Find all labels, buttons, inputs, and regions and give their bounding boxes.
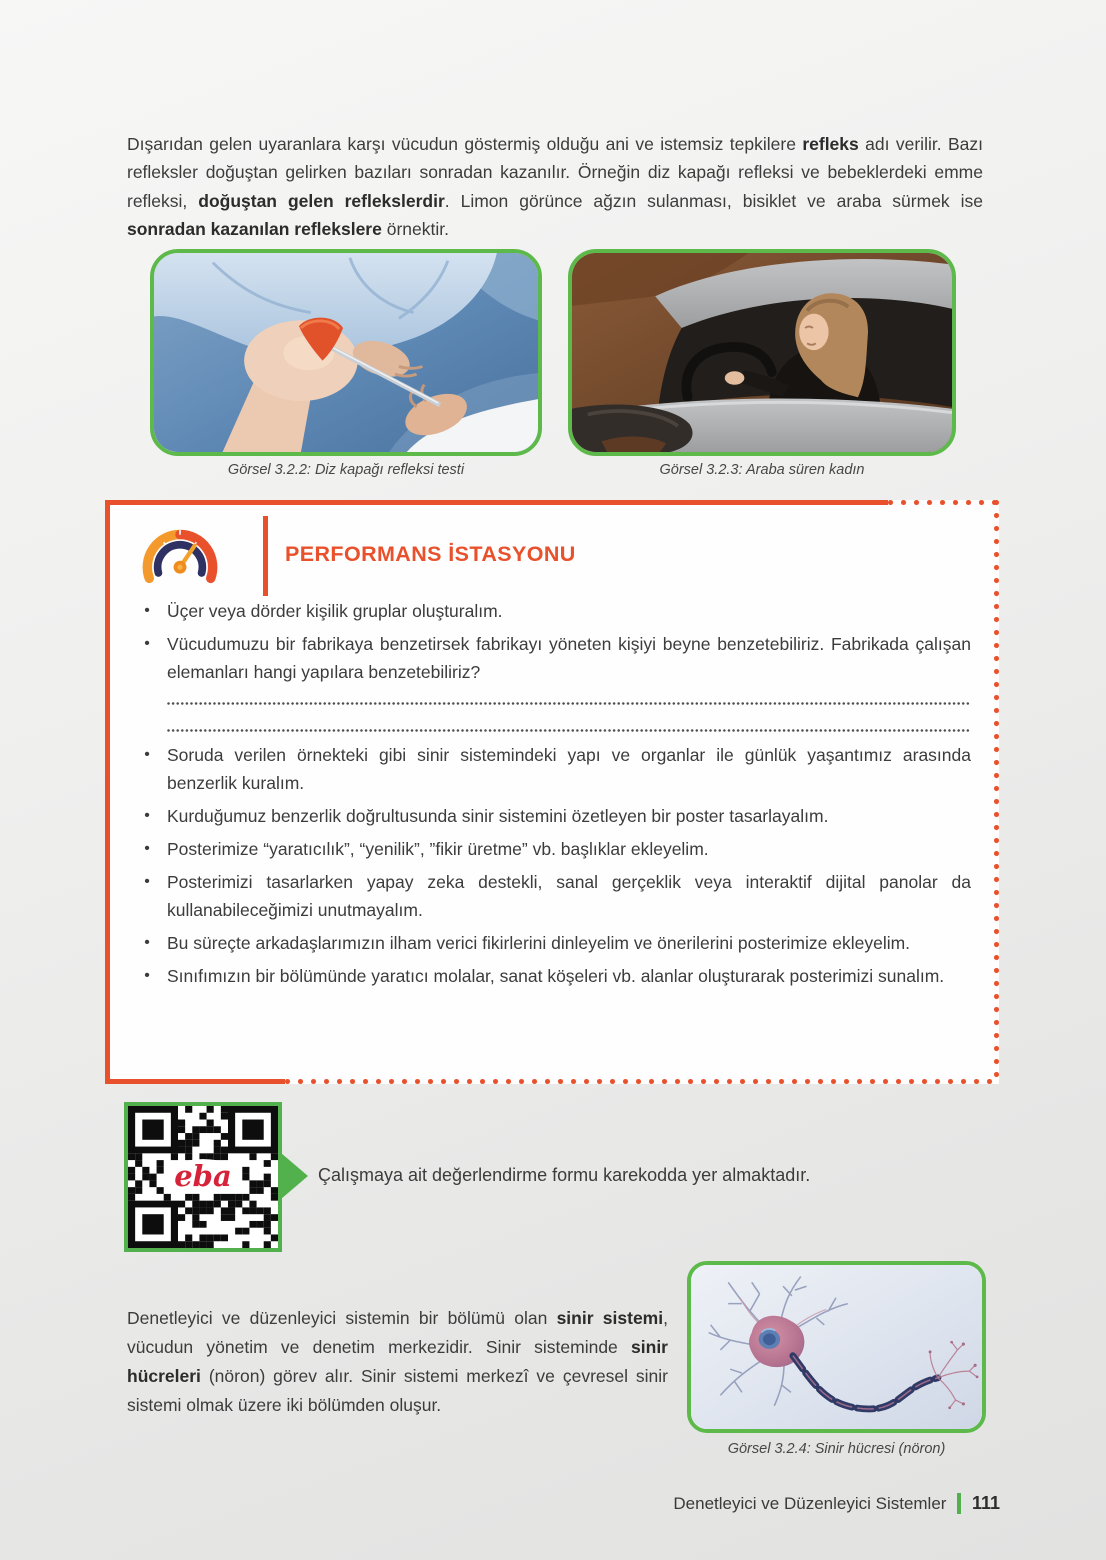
header-divider (263, 516, 268, 596)
performance-item-list (127, 597, 971, 995)
qr-code (124, 1102, 282, 1252)
neuron-illustration (691, 1265, 982, 1429)
performance-item (127, 868, 971, 924)
performance-item-text: Üçer veya dörder kişilik gruplar oluşturalım. (167, 601, 503, 621)
performance-item-text: Posterimize “yaratıcılık”, “yenilik”, ”fikir üretme” vb. başlıklar ekleyelim. (167, 839, 709, 859)
answer-line (167, 729, 971, 732)
footer-page-number: 111 (971, 1493, 1000, 1513)
performance-item-text: Vücudumuzu bir fabrikaya benzetirsek fabrikayı yöneten kişiyi beyne benzetebiliriz. Fabrikada çalışan elemanları hangi yapılara benzetebiliriz? (167, 634, 971, 682)
page-footer (0, 1493, 1000, 1514)
driving-woman-photo (568, 249, 956, 456)
performance-item-text: Posterimizi tasarlarken yapay zeka destekli, sanal gerçeklik veya interaktif dijital panolar da kullanabileceğimizi unutmayalım. (167, 872, 971, 920)
bullet-marker: • (144, 746, 150, 763)
performance-station-box (105, 500, 999, 1084)
performance-item-text: Sınıfımızın bir bölümünde yaratıcı molalar, sanat köşeleri vb. alanlar oluşturarak posterimizi sunalım. (167, 966, 945, 986)
performance-item (127, 630, 971, 686)
eba-logo: eba (174, 1159, 232, 1193)
driving-woman-illustration (572, 253, 952, 452)
qr-code-pattern (128, 1106, 278, 1248)
box-border-bottom-dotted (285, 1079, 999, 1084)
performance-item (127, 962, 971, 990)
driver-photo-caption: Görsel 3.2.3: Araba süren kadın (659, 462, 865, 478)
box-border-top-dotted (888, 500, 999, 505)
bullet-marker: • (144, 840, 150, 857)
box-border-bottom (105, 1079, 285, 1084)
bullet-marker: • (144, 635, 150, 652)
knee-photo-caption: Görsel 3.2.2: Diz kapağı refleksi testi (227, 462, 465, 478)
performance-station-title: PERFORMANS İSTASYONU (285, 542, 576, 566)
performance-item (127, 802, 971, 830)
intro-paragraph: Dışarıdan gelen uyaranlara karşı vücudun göstermiş olduğu ani ve istemsiz tepkilere refleks adı verilir. Bazı refleksler doğuştan gelirken bazıları sonradan kazanılır. Örneğin diz kapağı refleksi ve bebeklerdeki emme refleksi, doğuştan gelen reflekslerdir. Limon görünce ağzın sulanması, bisiklet ve araba sürmek ise sonradan kazanılan reflekslere örnektir. (127, 133, 983, 240)
knee-reflex-photo (150, 249, 542, 456)
qr-description: Çalışmaya ait değerlendirme formu karekodda yer almaktadır. (318, 1165, 811, 1185)
answer-line (167, 702, 971, 705)
box-border-left (105, 500, 110, 1084)
performance-item (127, 929, 971, 957)
bullet-marker: • (144, 967, 150, 984)
performance-item (127, 597, 971, 625)
knee-reflex-illustration (154, 253, 538, 452)
green-arrow-icon (281, 1153, 308, 1199)
bullet-marker: • (144, 873, 150, 890)
performance-item-text: Soruda verilen örnekteki gibi sinir sistemindeki yapı ve organlar ile günlük yaşantımız arasında benzerlik kuralım. (167, 745, 971, 793)
performance-item (127, 741, 971, 797)
bullet-marker: • (144, 602, 150, 619)
bullet-marker: • (144, 807, 150, 824)
box-border-right-dotted (994, 500, 999, 1084)
performance-item-text: Bu süreçte arkadaşlarımızın ilham verici fikirlerini dinleyelim ve önerilerini posterimize ekleyelim. (167, 933, 911, 953)
speedometer-icon (137, 516, 223, 596)
nervous-system-paragraph: Denetleyici ve düzenleyici sistemin bir bölümü olan sinir sistemi, vücudun yönetim ve denetim merkezidir. Sinir sisteminde sinir hücreleri (nöron) görev alır. Sinir sistemi merkezî ve çevresel sinir sistemi olmak üzere iki bölümden oluşur. (127, 1307, 668, 1415)
footer-section-title: Denetleyici ve Düzenleyici Sistemler (673, 1493, 947, 1513)
neuron-photo-caption: Görsel 3.2.4: Sinir hücresi (nöron) (727, 1441, 946, 1457)
footer-divider (957, 1493, 961, 1514)
neuron-photo (687, 1261, 986, 1433)
performance-item-text: Kurduğumuz benzerlik doğrultusunda sinir sistemini özetleyen bir poster tasarlayalım. (167, 806, 829, 826)
bullet-marker: • (144, 934, 150, 951)
box-border-top (105, 500, 888, 505)
performance-item (127, 835, 971, 863)
